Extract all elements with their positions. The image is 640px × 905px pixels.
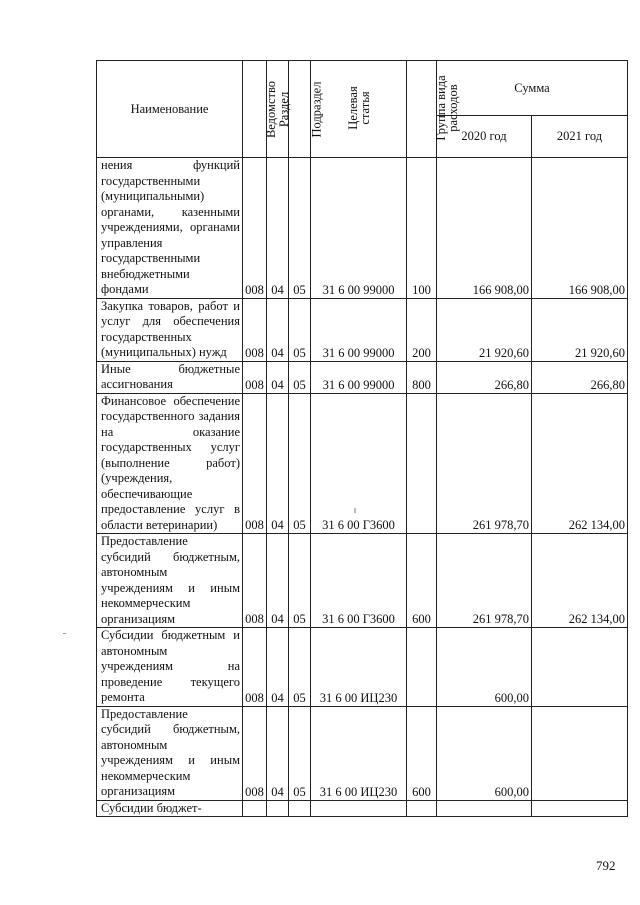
budget-table — [96, 60, 628, 817]
sum-2020-cell: 600,00 — [437, 706, 532, 800]
sum-2020-cell: 21 920,60 — [437, 298, 532, 361]
razdel-cell: 04 — [267, 706, 289, 800]
sum-2021-cell — [532, 706, 628, 800]
header-vedomstvo: Ведомство — [243, 61, 267, 158]
gruppa-cell — [407, 628, 437, 707]
header-podrazdel: Подраздел — [289, 61, 311, 158]
vedomstvo-cell: 008 — [243, 393, 267, 534]
table-row — [97, 628, 628, 707]
vedomstvo-cell: 008 — [243, 706, 267, 800]
table-row — [97, 393, 628, 534]
gruppa-cell: 200 — [407, 298, 437, 361]
gruppa-cell — [407, 393, 437, 534]
razdel-cell: 04 — [267, 298, 289, 361]
razdel-cell: 04 — [267, 628, 289, 707]
sum-2021-cell: 21 920,60 — [532, 298, 628, 361]
sum-2020-cell: 166 908,00 — [437, 158, 532, 299]
podrazdel-cell: 05 — [289, 534, 311, 628]
name-cell: Предоставление субсидий бюджетным, автономным учреждениям и иным некоммерческим организациям — [97, 534, 243, 628]
sum-2021-cell: 266,80 — [532, 361, 628, 393]
header-gruppa: Группа вида расходов — [407, 61, 437, 158]
vedomstvo-cell: 008 — [243, 298, 267, 361]
gruppa-cell: 600 — [407, 706, 437, 800]
gruppa-cell: 100 — [407, 158, 437, 299]
header-year-2020: 2020 год — [437, 116, 532, 158]
vedomstvo-cell — [243, 800, 267, 817]
name-cell: Субсидии бюджетным и автономным учреждениям на проведение текущего ремонта — [97, 628, 243, 707]
podrazdel-cell: 05 — [289, 361, 311, 393]
vedomstvo-cell: 008 — [243, 158, 267, 299]
scan-speck — [354, 508, 356, 513]
table-row — [97, 706, 628, 800]
table-body — [97, 158, 628, 817]
vedomstvo-cell: 008 — [243, 361, 267, 393]
sum-2020-cell: 266,80 — [437, 361, 532, 393]
header-razdel: Раздел — [267, 61, 289, 158]
name-cell: Предоставление субсидий бюджетным, автономным учреждениям и иным некоммерческим организациям — [97, 706, 243, 800]
page-number: 792 — [596, 858, 616, 873]
gruppa-cell: 800 — [407, 361, 437, 393]
statya-cell: 31 6 00 Г3600 — [311, 393, 407, 534]
sum-2021-cell — [532, 628, 628, 707]
table-row — [97, 800, 628, 817]
name-cell: Финансовое обеспечение государственного задания на оказание государственных услуг (выполнение работ) (учреждения, обеспечивающие предоставление услуг в области ветеринарии) — [97, 393, 243, 534]
table-row — [97, 298, 628, 361]
table-row — [97, 361, 628, 393]
sum-2021-cell — [532, 800, 628, 817]
sum-2020-cell: 261 978,70 — [437, 534, 532, 628]
sum-2020-cell: 261 978,70 — [437, 393, 532, 534]
razdel-cell: 04 — [267, 534, 289, 628]
gruppa-cell: 600 — [407, 534, 437, 628]
header-summa: Сумма — [437, 61, 628, 116]
scan-speck — [63, 633, 66, 634]
sum-2021-cell: 262 134,00 — [532, 534, 628, 628]
header-statya: Целевая статья — [311, 61, 407, 158]
podrazdel-cell: 05 — [289, 298, 311, 361]
sum-2020-cell — [437, 800, 532, 817]
table-row — [97, 534, 628, 628]
podrazdel-cell: 05 — [289, 706, 311, 800]
table-row — [97, 158, 628, 299]
razdel-cell: 04 — [267, 158, 289, 299]
statya-cell: 31 6 00 ИЦ230 — [311, 628, 407, 707]
statya-cell: 31 6 00 99000 — [311, 361, 407, 393]
header-name: Наименование — [97, 61, 243, 158]
header-year-2021: 2021 год — [532, 116, 628, 158]
statya-cell: 31 6 00 Г3600 — [311, 534, 407, 628]
statya-cell: 31 6 00 ИЦ230 — [311, 706, 407, 800]
name-cell: Субсидии бюджет- — [97, 800, 243, 817]
statya-cell: 31 6 00 99000 — [311, 298, 407, 361]
statya-cell: 31 6 00 99000 — [311, 158, 407, 299]
podrazdel-cell — [289, 800, 311, 817]
podrazdel-cell: 05 — [289, 393, 311, 534]
podrazdel-cell: 05 — [289, 158, 311, 299]
name-cell: нения функций государственными (муниципальными) органами, казенными учреждениями, органами управления государственными внебюджетными фондами — [97, 158, 243, 299]
sum-2021-cell: 262 134,00 — [532, 393, 628, 534]
name-cell: Иные бюджетные ассигнования — [97, 361, 243, 393]
vedomstvo-cell: 008 — [243, 534, 267, 628]
gruppa-cell — [407, 800, 437, 817]
razdel-cell — [267, 800, 289, 817]
vedomstvo-cell: 008 — [243, 628, 267, 707]
podrazdel-cell: 05 — [289, 628, 311, 707]
table-header — [97, 61, 628, 158]
name-cell: Закупка товаров, работ и услуг для обеспечения государственных (муниципальных) нужд — [97, 298, 243, 361]
razdel-cell: 04 — [267, 393, 289, 534]
statya-cell — [311, 800, 407, 817]
razdel-cell: 04 — [267, 361, 289, 393]
sum-2021-cell: 166 908,00 — [532, 158, 628, 299]
sum-2020-cell: 600,00 — [437, 628, 532, 707]
